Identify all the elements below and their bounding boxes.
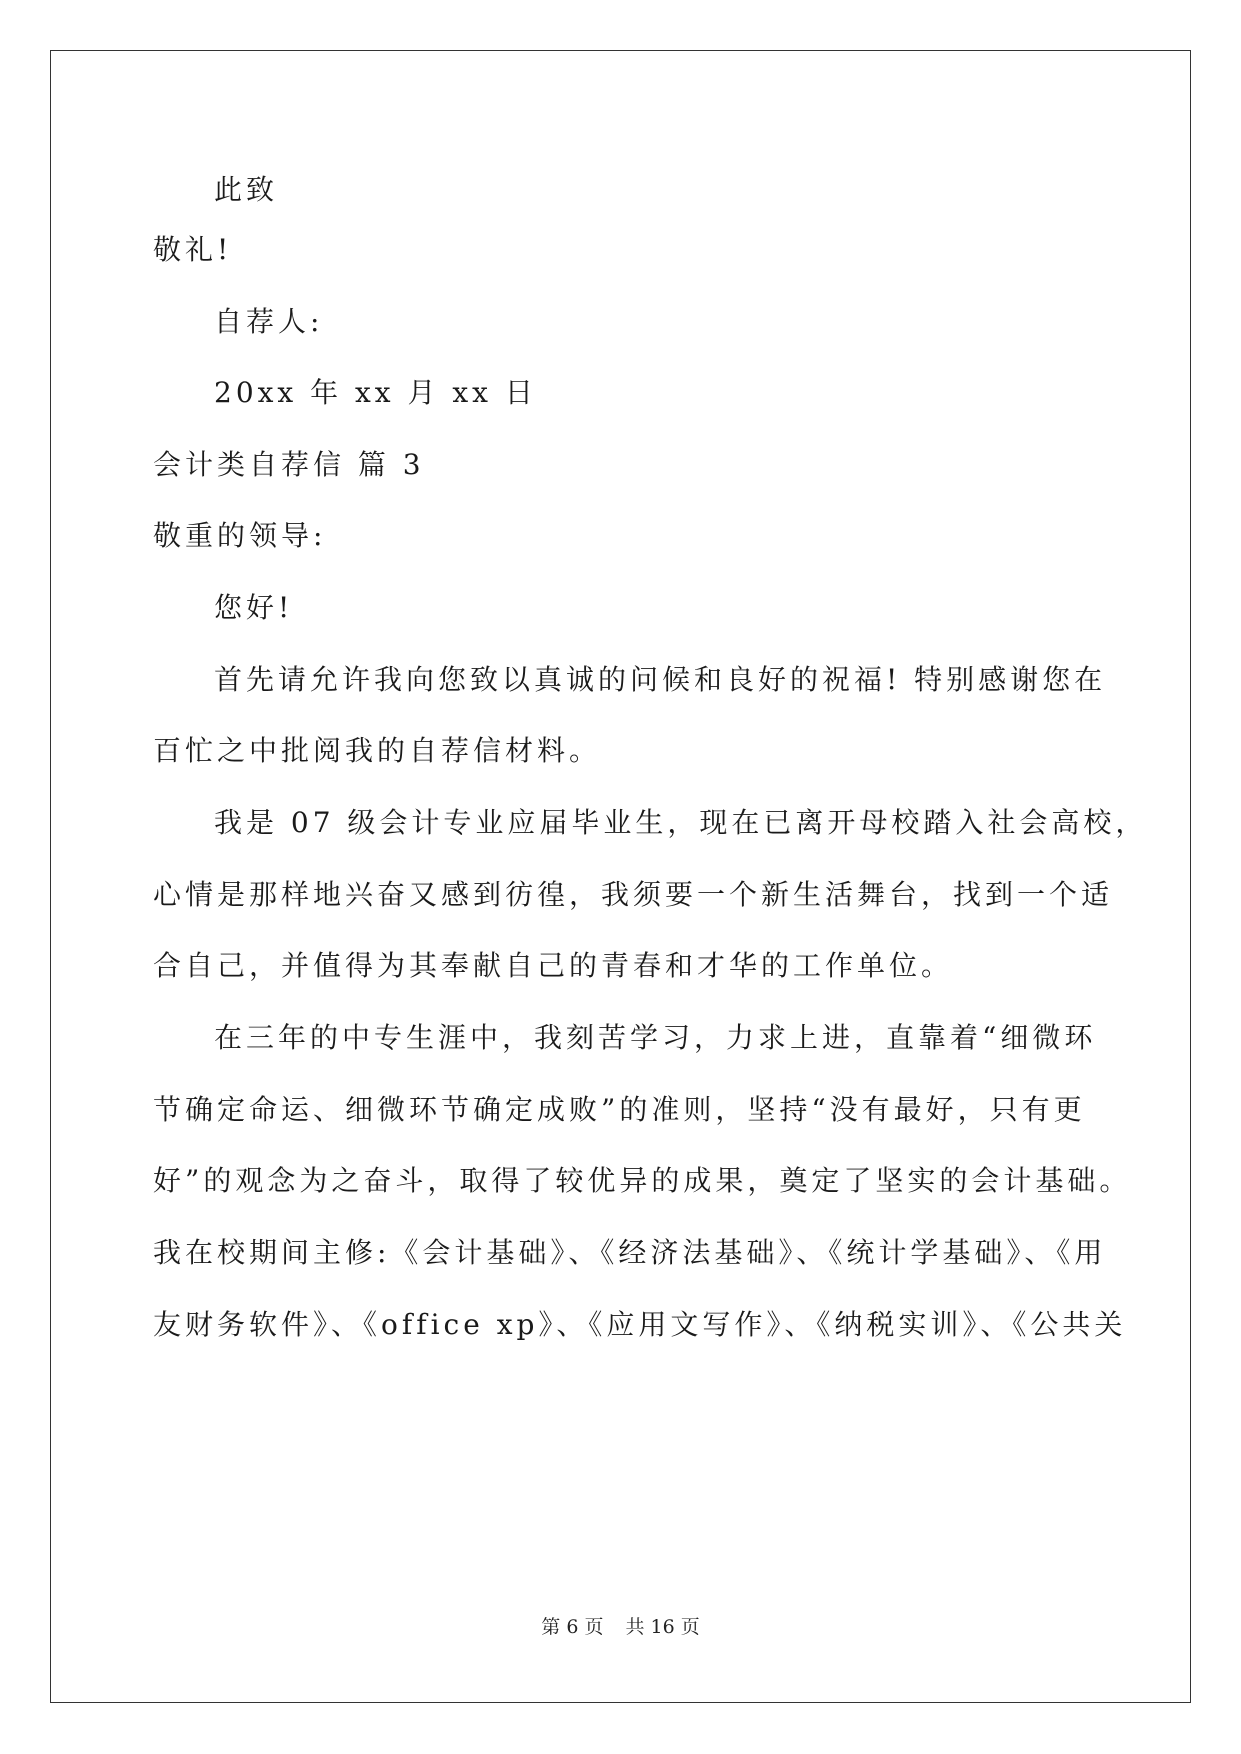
paragraph-line: 在三年的中专生涯中，我刻苦学习，力求上进，直靠着“细微环 <box>214 1021 1097 1054</box>
paragraph-line: 节确定命运、细微环节确定成败”的准则，坚持“没有最好，只有更 <box>153 1093 1086 1126</box>
page-number: 第 6 页 <box>541 1616 604 1638</box>
date-line: 20xx 年 xx 月 xx 日 <box>214 376 537 409</box>
paragraph-line: 我是 07 级会计专业应届毕业生，现在已离开母校踏入社会高校， <box>214 806 1148 839</box>
paragraph-line: 好”的观念为之奋斗，取得了较优异的成果，奠定了坚实的会计基础。 <box>153 1164 1132 1197</box>
signature-label: 自荐人: <box>214 305 324 338</box>
paragraph-line: 我在校期间主修:《会计基础》、《经济法基础》、《统计学基础》、《用 <box>153 1236 1107 1269</box>
page-footer <box>0 1615 1241 1639</box>
salutation-respect: 敬礼! <box>153 233 233 266</box>
paragraph-line: 首先请允许我向您致以真诚的问候和良好的祝福! 特别感谢您在 <box>214 663 1107 696</box>
paragraph-line: 百忙之中批阅我的自荐信材料。 <box>153 734 602 767</box>
section-heading: 会计类自荐信 篇 3 <box>153 448 425 481</box>
greeting-hello: 您好! <box>214 591 294 624</box>
paragraph-line: 合自己，并值得为其奉献自己的青春和才华的工作单位。 <box>153 949 954 982</box>
paragraph-line: 心情是那样地兴奋又感到彷徨，我须要一个新生活舞台，找到一个适 <box>153 878 1114 911</box>
greeting-recipient: 敬重的领导: <box>153 519 327 552</box>
paragraph-line: 友财务软件》、《office xp》、《应用文写作》、《纳税实训》、《公共关 <box>153 1308 1127 1341</box>
page-total: 共 16 页 <box>625 1616 700 1638</box>
closing-phrase: 此致 <box>214 173 279 206</box>
